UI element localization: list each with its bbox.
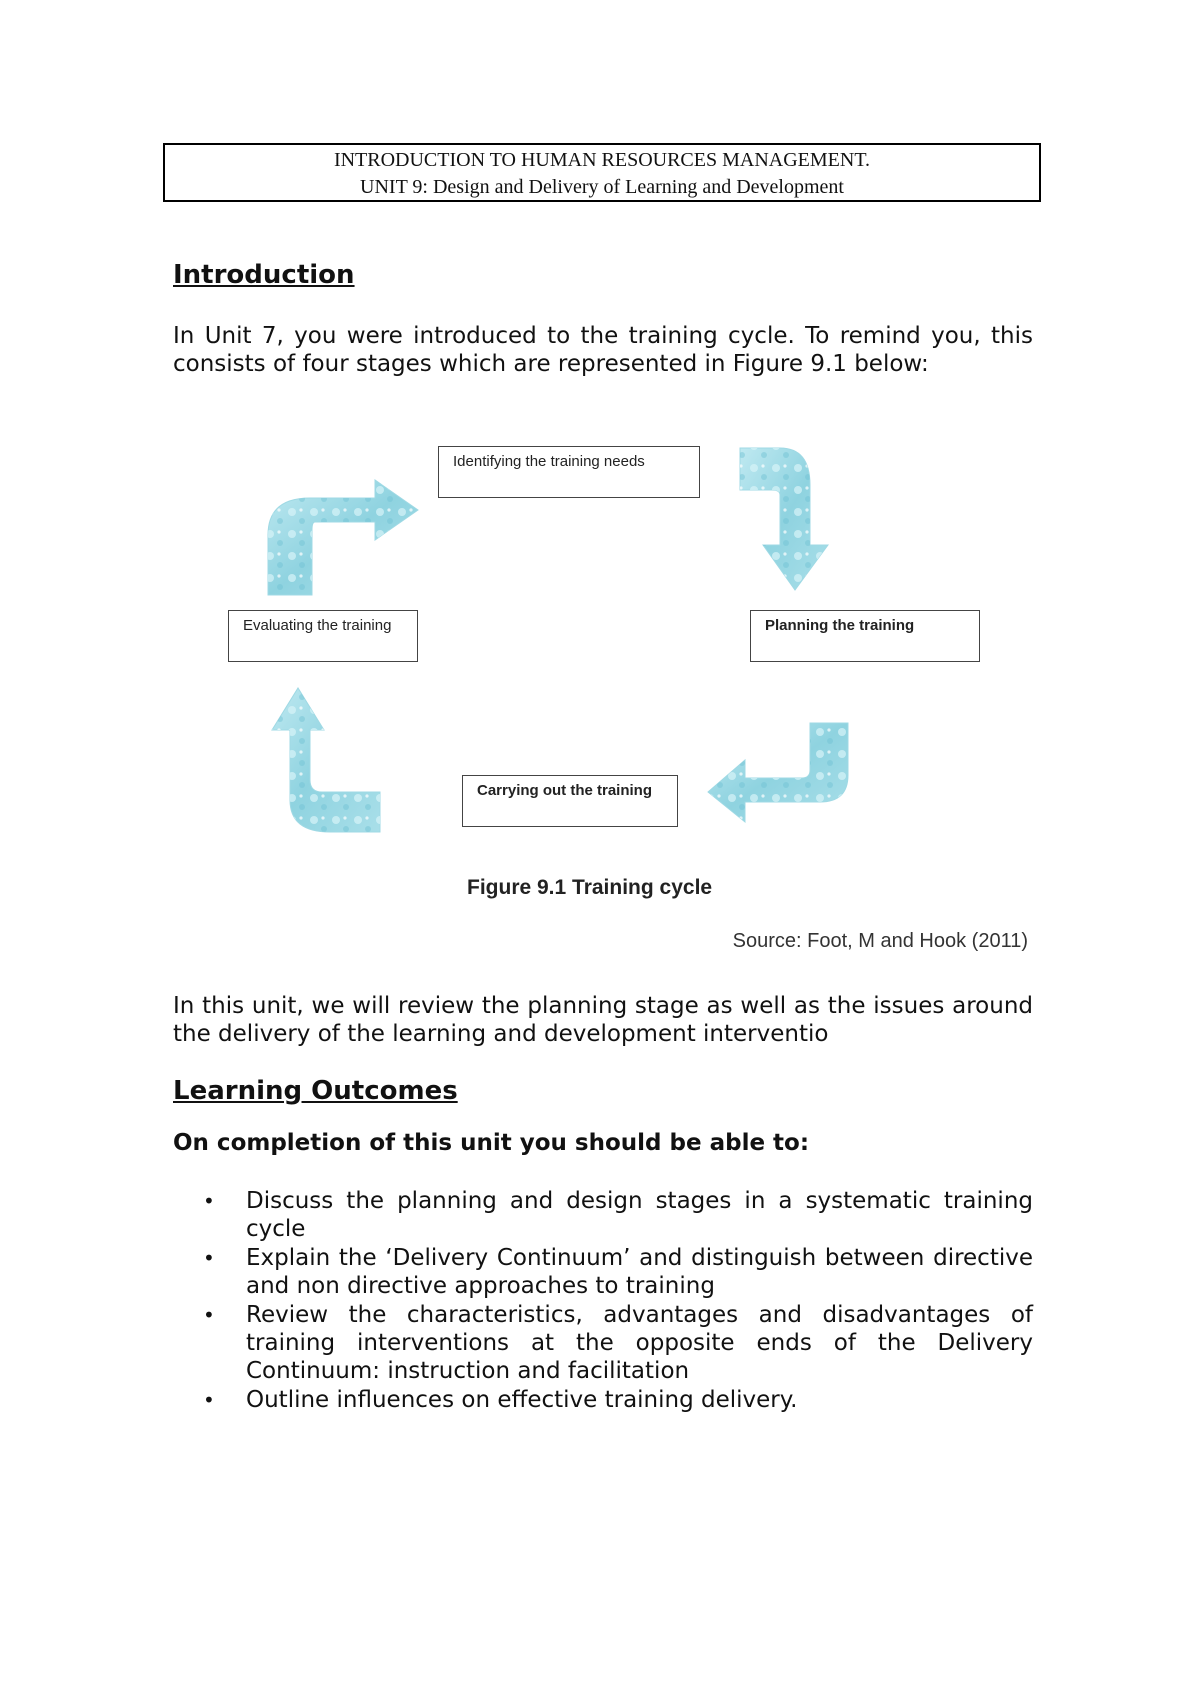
stage-planning: Planning the training: [750, 610, 980, 662]
stage-carrying-out: Carrying out the training: [462, 775, 678, 827]
arrow-identify-to-planning: [740, 448, 828, 590]
bullet-icon: •: [203, 1246, 215, 1270]
unit-header-box: [163, 143, 1041, 202]
outcome-text: Explain the ‘Delivery Continuum’ and distinguish between directive and non directive approaches to training: [246, 1245, 1033, 1299]
list-item: [173, 1187, 1033, 1243]
outcome-text: Review the characteristics, advantages and disadvantages of training interventions at the opposite ends of the Delivery Continuum: instruction and facilitation: [246, 1302, 1033, 1384]
outcome-text: Discuss the planning and design stages in a systematic training cycle: [246, 1188, 1033, 1242]
intro-paragraph: In Unit 7, you were introduced to the training cycle. To remind you, this consists of four stages which are represented in Figure 9.1 below:: [173, 323, 1033, 377]
bullet-icon: •: [203, 1303, 215, 1327]
outcomes-lead: On completion of this unit you should be able to:: [173, 1130, 810, 1156]
outcome-text: Outline influences on effective training delivery.: [246, 1387, 798, 1413]
list-item: [173, 1244, 1033, 1300]
course-title: INTRODUCTION TO HUMAN RESOURCES MANAGEMENT.: [333, 149, 871, 171]
bullet-icon: •: [203, 1189, 215, 1213]
arrow-planning-to-carrying: [708, 723, 848, 822]
figure-caption: Figure 9.1 Training cycle: [467, 876, 713, 899]
bullet-icon: •: [203, 1388, 215, 1412]
training-cycle-diagram: [220, 440, 980, 840]
review-paragraph: In this unit, we will review the planning stage as well as the issues around the delivery of the learning and development interventio: [173, 993, 1033, 1047]
outcomes-list: [173, 1187, 1033, 1415]
arrow-carrying-to-evaluate: [272, 688, 380, 832]
unit-title: UNIT 9: Design and Delivery of Learning and Development: [360, 176, 844, 198]
learning-outcomes-heading: Learning Outcomes: [173, 1076, 458, 1106]
arrow-evaluate-to-identify: [268, 480, 418, 595]
stage-identifying: Identifying the training needs: [438, 446, 700, 498]
list-item: [173, 1386, 1033, 1414]
introduction-heading: Introduction: [173, 260, 355, 290]
list-item: [173, 1301, 1033, 1385]
figure-source: Source: Foot, M and Hook (2011): [732, 930, 1028, 952]
stage-evaluating: Evaluating the training: [228, 610, 418, 662]
